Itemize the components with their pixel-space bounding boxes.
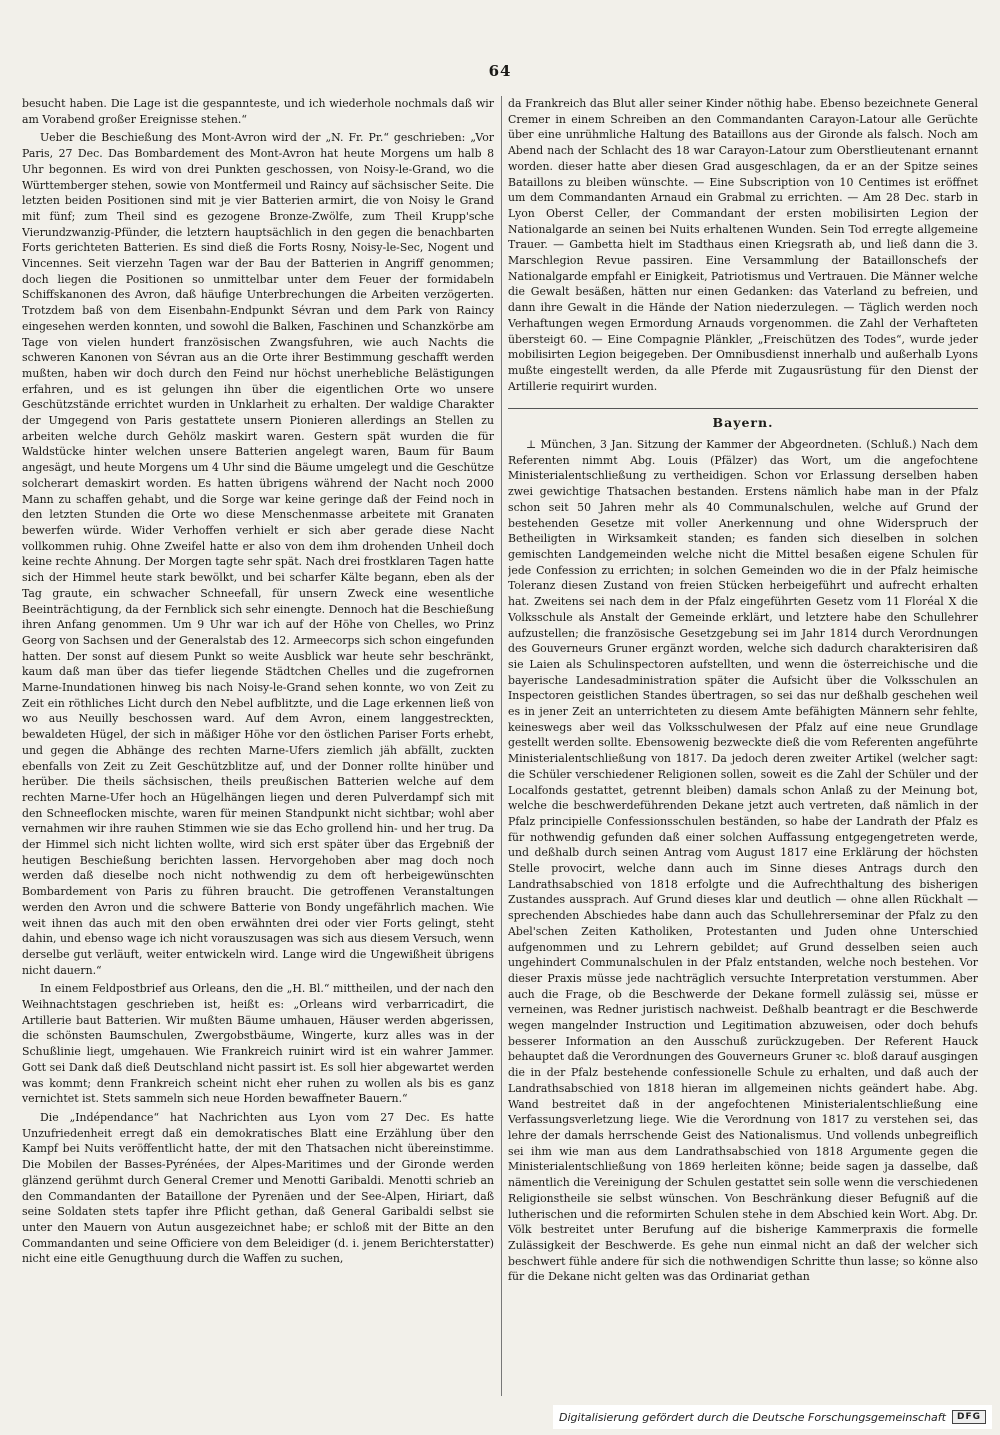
paragraph: Ueber die Beschießung des Mont-Avron wird der „N. Fr. Pr.“ geschrieben: „Vor Paris, 27 Dec. Das Bombardement des Mont-Avron hat heute Morgens um halb 8 Uhr begonnen. Es wird von drei Punkten geschossen, von Noisy-le-Grand, wo die Württemberger stehen, sowie von Montfermeil und Raincy auf sächsischer Seite. Die letzten beiden Positionen sind mit je vier Batterien armirt, die von Noisy le Grand mit fünf; zum Theil sind es gezogene Bronze-Zwölfe, zum Theil Krupp'sche Vierundzwanzig-Pfünder, die letztern hauptsächlich in den gegen die benachbarten Forts gerichteten Batterien. Es sind dieß die Forts Rosny, Noisy-le-Sec, Nogent und Vincennes. Seit vierzehn Tagen war der Bau der Batterien in Angriff genommen; doch liegen die Positionen so unmittelbar unter dem Feuer der formidabeln Schiffskanonen des Avron, daß häufige Unterbrechungen die Arbeiten verzögerten. Trotzdem baß von dem Eisenbahn-Endpunkt Sévran und dem Park von Raincy eingesehen werden konnten, und sowohl die Balken, Faschinen und Schanzkörbe am Tage von vielen hundert französischen Zwangsfuhren, wie auch Nachts die schweren Kanonen von Sévran aus an die Orte ihrer Bestimmung geschafft werden mußten, haben wir doch durch den Feind nur höchst unerhebliche Belästigungen erfahren, und es ist gelungen ihn über die eigentlichen Orte wo unsere Geschützstände errichtet wurden in Unklarheit zu erhalten. Der waldige Charakter der Umgegend von Paris gestattete unsern Pionieren allerdings an Stellen zu arbeiten welche durch Gehölz maskirt waren. Gestern spät wurden die für Waldstücke hinter welchen unsere Batterien angelegt waren, Baum für Baum angesägt, und heute Morgens um 4 Uhr sind die Bäume umgelegt und die Geschütze solcherart demaskirt worden. Es hatten übrigens während der Nacht noch 2000 Mann zu schaffen gehabt, und die Sorge war keine geringe daß der Feind noch in den letzten Stunden die Orte wo diese Menschenmasse arbeitete mit Granaten bewerfen würde. Wider Verhoffen verhielt er sich aber gerade diese Nacht vollkommen ruhig. Ohne Zweifel hatte er also von dem ihm drohenden Unheil doch keine rechte Ahnung. Der Morgen tagte sehr spät. Nach drei frostklaren Tagen hatte sich der Himmel heute stark bewölkt, und bei scharfer Kälte begann, eben als der Tag graute, ein schwacher Schneefall, für unsern Zweck eine wesentliche Beeinträchtigung, da der Fernblick sich sehr einengte. Dennoch hat die Beschießung ihren Anfang genommen. Um 9 Uhr war ich auf der Höhe von Chelles, wo Prinz Georg von Sachsen und der Generalstab des 12. Armeecorps sich schon eingefunden hatten. Der sonst auf diesem Punkt so weite Ausblick war heute sehr beschränkt, kaum daß man über das tiefer liegende Städtchen Chelles und die zugefrornen Marne-Inundationen hinweg bis nach Noisy-le-Grand sehen konnte, wo von Zeit zu Zeit ein röthliches Licht durch den Nebel aufblitzte, und die Lage erkennen ließ von wo aus Neuilly beschossen ward. Auf dem Avron, einem langgestreckten, bewaldeten Hügel, der sich in mäßiger Höhe vor den östlichen Pariser Forts erhebt, und gegen die Abhänge des rechten Marne-Ufers ziemlich jäh abfällt, zuckten ebenfalls von Zeit zu Zeit Geschützblitze auf, und der Donner rollte hinüber und herüber. Die theils sächsischen, theils preußischen Batterien welche auf dem rechten Marne-Ufer hoch an Hügelhängen liegen und deren Pulverdampf sich mit den Schneeflocken mischte, waren für meinen Standpunkt nicht sichtbar; wohl aber vernahmen wir ihre rauhen Stimmen wie sie das Echo grollend hin- und her trug. Da der Himmel sich nicht lichten wollte, wird sich erst später über das Ergebniß der heutigen Beschießung berichten lassen. Hervorgehoben aber mag doch noch werden daß dieselbe noch nicht nothwendig zu dem oft herbeigewünschten Bombardement von Paris zu führen braucht. Die getroffenen Veranstaltungen werden den Avron und die schwere Batterie von Bondy ungefährlich machen. Wie weit ihnen das auch mit den oben erwähnten drei oder vier Forts gelingt, steht dahin, und ebenso wage ich nicht vorauszusagen was sich aus diesem Versuch, wenn derselbe gut verläuft, weiter entwickeln wird. Lange wird die Ungewißheit übrigens nicht dauern.“ <box>22 131 494 977</box>
dfg-logo: DFG <box>952 1410 986 1424</box>
footer-text: Digitalisierung gefördert durch die Deutsche Forschungsgemeinschaft <box>559 1410 946 1424</box>
paragraph: Die „Indépendance“ hat Nachrichten aus Lyon vom 27 Dec. Es hatte Unzufriedenheit erregt daß ein demokratisches Blatt eine Erzählung über den Kampf bei Nuits veröffentlicht hatte, der mit den Thatsachen nicht übereinstimme. Die Mobilen der Basses-Pyrénées, der Alpes-Maritimes und der Gironde werden glänzend gerühmt durch General Cremer und Menotti Garibaldi. Menotti schrieb an den Commandanten der Bataillone der Pyrenäen und der See-Alpen, Hiriart, daß seine Soldaten stets tapfer ihre Pflicht gethan, daß General Garibaldi selbst sie unter den Mauern von Autun ausgezeichnet habe; er schloß mit der Bitte an den Commandanten und seine Officiere von dem Beleidiger (d. i. jenem Berichterstatter) nicht eine eitle Genugthuung durch die Waffen zu suchen, <box>22 1111 494 1266</box>
page-number: 64 <box>488 62 512 80</box>
footer-credit <box>553 1405 992 1429</box>
column-divider <box>501 96 502 1396</box>
left-column <box>22 96 494 1401</box>
paragraph: da Frankreich das Blut aller seiner Kinder nöthig habe. Ebenso bezeichnete General Cremer in einem Schreiben an den Commandanten Carayon-Latour alle Gerüchte über eine unrühmliche Haltung des Bataillons aus der Gironde als falsch. Noch am Abend nach der Schlacht des 18 war Carayon-Latour zum Oberstlieutenant ernannt worden. dieser hatte aber diesen Grad ausgeschlagen, da er an der Spitze seines Bataillons zu bleiben wünschte. — Eine Subscription von 10 Centimes ist eröffnet um dem Commandanten Arnaud ein Grabmal zu errichten. — Am 28 Dec. starb in Lyon Oberst Celler, der Commandant der ersten mobilisirten Legion der Nationalgarde an seinen bei Nuits erhaltenen Wunden. Sein Tod erregte allgemeine Trauer. — Gambetta hielt im Stadthaus einen Kriegsrath ab, und ließ dann die 3. Marschlegion Revue passiren. Eine Versammlung der Bataillonschefs der Nationalgarde empfahl er Einigkeit, Patriotismus und Vertrauen. Die Männer welche die Gewalt besäßen, hätten nur einen Gedanken: das Vaterland zu befreien, und dann ihre Gewalt in die Hände der Nation niederzulegen. — Täglich werden noch Verhaftungen wegen Ermordung Arnauds vorgenommen. die Zahl der Verhafteten übersteigt 60. — Eine Compagnie Plänkler, „Freischützen des Todes“, wurde jeder mobilisirten Legion beigegeben. Der Omnibusdienst innerhalb und außerhalb Lyons mußte eingestellt werden, da alle Pferde mit Zugausrüstung für den Dienst der Artillerie requirirt wurden. <box>508 97 978 393</box>
paragraph: In einem Feldpostbrief aus Orleans, den die „H. Bl.“ mittheilen, und der nach den Weihnachtstagen geschrieben ist, heißt es: „Orleans wird verbarricadirt, die Artillerie baut Batterien. Wir mußten Bäume umhauen, Häuser werden abgerissen, die schönsten Baumschulen, Zwergobstbäume, Wingerte, kurz alles was in der Schußlinie liegt, umgehauen. Wie Frankreich ruinirt wird ist ein wahrer Jammer. Gott sei Dank daß dieß Deutschland nicht passirt ist. Es soll hier abgewartet werden was kommt; denn Frankreich scheint nicht eher ruhen zu wollen als bis es ganz vernichtet ist. Stets sammeln sich neue Horden bewaffneter Bauern.“ <box>22 982 494 1106</box>
right-column <box>508 96 978 1401</box>
section-rule <box>508 408 978 409</box>
paragraph: besucht haben. Die Lage ist die gespannteste, und ich wiederhole nochmals daß wir am Vorabend großer Ereignisse stehen.“ <box>22 97 494 126</box>
section-heading: Bayern. <box>712 415 774 431</box>
paragraph: ⊥ München, 3 Jan. Sitzung der Kammer der Abgeordneten. (Schluß.) Nach dem Referenten nimmt Abg. Louis (Pfälzer) das Wort, um die angefochtene Ministerialentschließung zu vertheidigen. Schon vor Erlassung derselben haben zwei gewichtige Thatsachen bestanden. Erstens nämlich habe man in der Pfalz schon seit 50 Jahren mehr als 40 Communalschulen, welche auf Grund der bestehenden Gesetze mit voller Anerkennung und ohne Widerspruch der Betheiligten in Wirksamkeit standen; es fanden sich dieselben in solchen gemischten Landgemeinden welche nicht die Mittel besaßen eigene Schulen für jede Confession zu errichten; in solchen Gemeinden wo die in der Pfalz heimische Toleranz diesen Zustand von freien Stücken herbeigeführt und aufrecht erhalten hat. Zweitens sei nach dem in der Pfalz eingeführten Gesetz vom 11 Floréal X die Volksschule als Anstalt der Gemeinde erklärt, und letztere habe den Schullehrer aufzustellen; die französische Gesetzgebung sei im Jahr 1814 durch Verordnungen des Gouverneurs Gruner ergänzt worden, welche sich dadurch charakterisiren daß sie Laien als Schulinspectoren aufstellten, und wenn die österreichische und die bayerische Landesadministration später die Aufsicht über die Volksschulen an Inspectoren geistlichen Standes übertragen, so sei das nur deßhalb geschehen weil es in jener Zeit an unterrichteten zu diesem Amte befähigten Männern sehr fehlte, keineswegs aber weil das Volksschulwesen der Pfalz auf eine neue Grundlage gestellt werden sollte. Ebensowenig bezweckte dieß die vom Referenten angeführte Ministerialentschließung von 1817. Da jedoch deren zweiter Artikel (welcher sagt: die Schüler verschiedener Religionen sollen, soweit es die Zahl der Schüler und der Localfonds gestattet, getrennt bleiben) damals schon Anlaß zu der Meinung bot, welche die beschwerdeführenden Dekane jetzt auch vertreten, daß nämlich in der Pfalz principielle Confessionsschulen beständen, so habe der Landrath der Pfalz es für nothwendig gefunden daß einer solchen Auffassung entgegengetreten werde, und deßhalb durch seinen Antrag vom August 1817 eine Erklärung der höchsten Stelle provocirt, welche dann auch im Sinne dieses Antrags durch den Landrathsabschied von 1818 erfolgte und die Aufrechthaltung des bisherigen Zustandes aussprach. Auf Grund dieses klar und deutlich — ohne allen Rückhalt — sprechenden Abschiedes habe dann auch das Schullehrerseminar der Pfalz zu den Abel'schen Zeiten Katholiken, Protestanten und Juden ohne Unterschied aufgenommen und zu Lehrern gebildet; auf Grund desselben seien auch ungehindert Communalschulen in der Pfalz entstanden, welche noch bestehen. Vor dieser Praxis müsse jede nachträglich versuchte Interpretation verstummen. Aber auch die Frage, ob die Beschwerde der Dekane formell zulässig sei, müsse er verneinen, was Redner juristisch nachweist. Deßhalb beantragt er die Beschwerde wegen mangelnder Instruction und Legitimation abzuweisen, oder doch behufs besserer Information an den Ausschuß zurückzugeben. Der Referent Hauck behauptet daß die Verordnungen des Gouverneurs Gruner ꝛc. bloß darauf ausgingen die in der Pfalz bestehende confessionelle Schule zu erhalten, und daß auch der Landrathsabschied von 1818 hieran im allgemeinen nichts geändert habe. Abg. Wand bestreitet daß in der angefochtenen Ministerialentschließung eine Verfassungsverletzung liege. Wie die Verordnung von 1817 zu verstehen sei, das lehre der damals herrschende Geist des Nationalismus. Und vollends unbegreiflich sei ihm wie man aus dem Landrathsabschied von 1818 Argumente gegen die Ministerialentschließung von 1869 herleiten könne; beide sagen ja dasselbe, daß nämentlich die Vereinigung der Schulen gestattet sein solle wenn die verschiedenen Religionstheile sie selbst wünschen. Von Beschränkung dieser Befugniß auf die lutherischen und die reformirten Schulen stehe in dem Abschied kein Wort. Abg. Dr. Völk bestreitet unter Berufung auf die bisherige Kammerpraxis die formelle Zulässigkeit der Beschwerde. Es gehe nun einmal nicht an daß der welcher sich beschwert fühle andere für sich die nothwendigen Schritte thun lasse; so könne also für die Dekane nicht gelten was das Ordinariat gethan <box>508 438 978 1284</box>
